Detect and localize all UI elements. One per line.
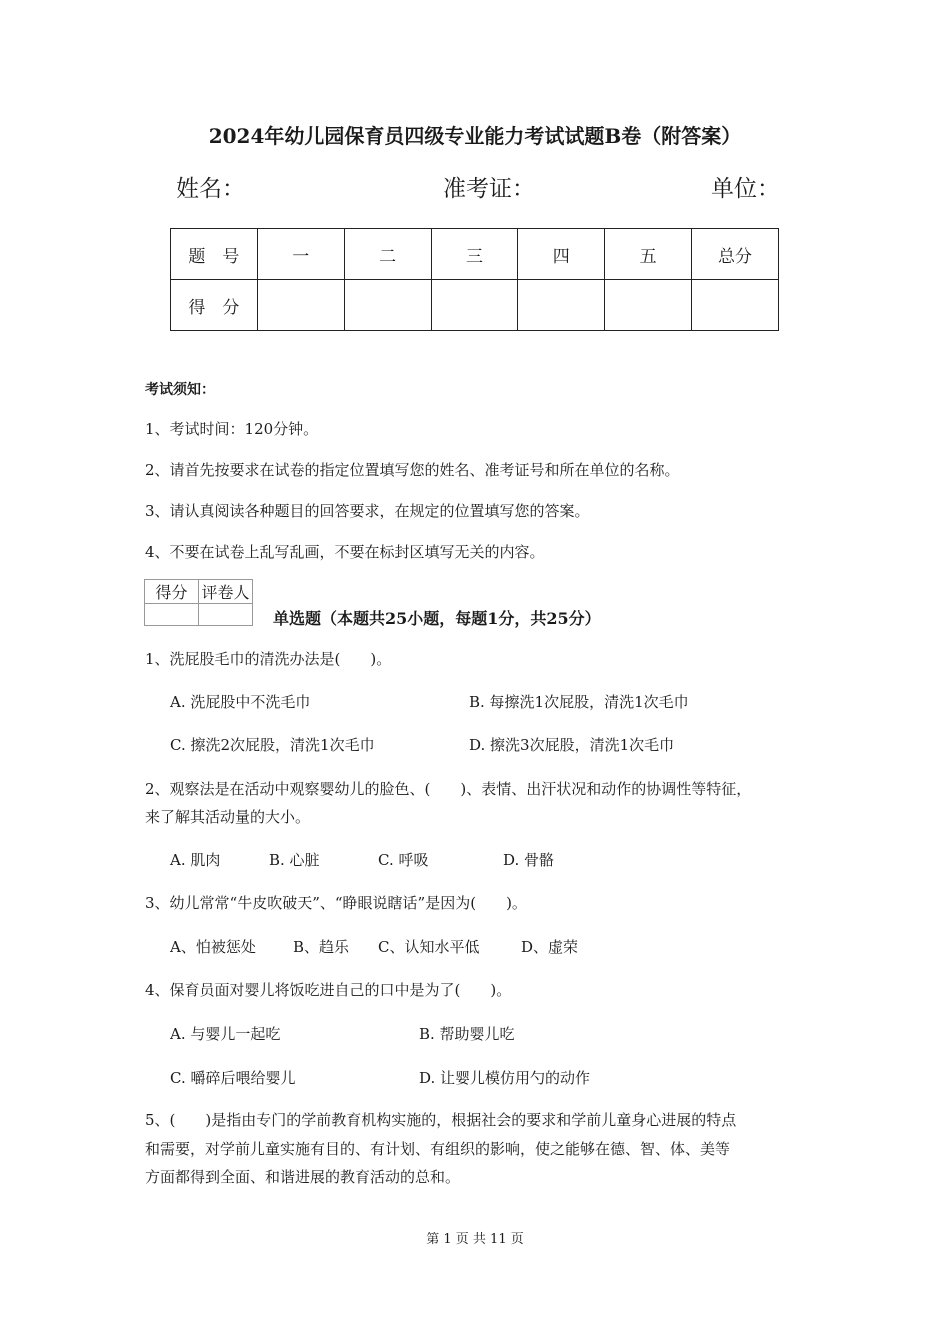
grader-name-cell[interactable] <box>199 604 253 626</box>
grader-table <box>144 579 253 626</box>
score-cell[interactable] <box>344 280 431 331</box>
question-1-option-b[interactable]: B. 每擦洗1次屁股，清洗1次毛巾 <box>469 693 689 711</box>
question-1-option-c[interactable]: C. 擦洗2次屁股，清洗1次毛巾 <box>170 736 375 754</box>
score-table-score-row <box>171 280 779 331</box>
notice-item: 1、考试时间：120分钟。 <box>145 420 319 438</box>
score-table-header-cell: 二 <box>344 229 431 280</box>
question-2-stem-continued: 来了解其活动量的大小。 <box>145 808 311 826</box>
question-2-option-d[interactable]: D. 骨骼 <box>503 851 555 869</box>
score-table-header-cell: 三 <box>431 229 518 280</box>
name-field-label: 姓名： <box>176 176 245 202</box>
notice-item: 3、请认真阅读各种题目的回答要求，在规定的位置填写您的答案。 <box>145 502 590 520</box>
question-4-option-b[interactable]: B. 帮助婴儿吃 <box>419 1025 515 1043</box>
score-cell[interactable] <box>257 280 344 331</box>
question-2-option-c[interactable]: C. 呼吸 <box>378 851 429 869</box>
question-3-option-b[interactable]: B、趋乐 <box>293 938 350 956</box>
question-3-option-c[interactable]: C、认知水平低 <box>378 938 480 956</box>
grader-score-cell[interactable] <box>145 604 199 626</box>
page-footer: 第 1 页 共 11 页 <box>426 1232 524 1247</box>
score-table-header-cell: 总分 <box>692 229 779 280</box>
score-table-header-cell: 题 号 <box>171 229 258 280</box>
question-2-stem: 2、观察法是在活动中观察婴幼儿的脸色、( )、表情、出汗状况和动作的协调性等特征， <box>145 780 752 798</box>
question-4-option-a[interactable]: A. 与婴儿一起吃 <box>170 1025 281 1043</box>
exam-id-field-label: 准考证： <box>443 176 535 202</box>
notice-item: 2、请首先按要求在试卷的指定位置填写您的姓名、准考证号和所在单位的名称。 <box>145 461 680 479</box>
score-cell[interactable] <box>431 280 518 331</box>
score-table-header-row <box>171 229 779 280</box>
question-4-option-c[interactable]: C. 嚼碎后喂给婴儿 <box>170 1069 296 1087</box>
grader-score-label: 得分 <box>145 580 199 604</box>
score-row-label: 得 分 <box>171 280 258 331</box>
question-4-option-d[interactable]: D. 让婴儿模仿用勺的动作 <box>419 1069 591 1087</box>
section-title: 单选题（本题共25小题，每题1分，共25分） <box>273 609 601 628</box>
score-table-header-cell: 一 <box>257 229 344 280</box>
question-1-option-a[interactable]: A. 洗屁股中不洗毛巾 <box>170 693 311 711</box>
question-3-stem: 3、幼儿常常“牛皮吹破天”、“睁眼说瞎话”是因为( )。 <box>145 894 527 912</box>
question-1-option-d[interactable]: D. 擦洗3次屁股，清洗1次毛巾 <box>469 736 675 754</box>
score-cell[interactable] <box>692 280 779 331</box>
score-table-header-cell: 四 <box>518 229 605 280</box>
question-3-option-d[interactable]: D、虚荣 <box>521 938 579 956</box>
notice-heading: 考试须知： <box>145 382 215 398</box>
question-5-stem: 5、( )是指由专门的学前教育机构实施的，根据社会的要求和学前儿童身心进展的特点 <box>145 1111 737 1129</box>
unit-field-label: 单位： <box>711 176 780 202</box>
question-1-stem: 1、洗屁股毛巾的清洗办法是( )。 <box>145 650 392 668</box>
score-table <box>170 228 779 331</box>
score-cell[interactable] <box>605 280 692 331</box>
question-4-stem: 4、保育员面对婴儿将饭吃进自己的口中是为了( )。 <box>145 981 512 999</box>
page-title: 2024年幼儿园保育员四级专业能力考试试题B卷（附答案） <box>208 124 742 148</box>
question-2-option-a[interactable]: A. 肌肉 <box>170 851 221 869</box>
question-5-stem-continued: 和需要，对学前儿童实施有目的、有计划、有组织的影响，使之能够在德、智、体、美等 <box>145 1140 731 1158</box>
question-2-option-b[interactable]: B. 心脏 <box>269 851 320 869</box>
score-table-header-cell: 五 <box>605 229 692 280</box>
question-3-option-a[interactable]: A、怕被惩处 <box>170 938 256 956</box>
notice-item: 4、不要在试卷上乱写乱画，不要在标封区填写无关的内容。 <box>145 543 545 561</box>
grader-name-label: 评卷人 <box>199 580 253 604</box>
score-cell[interactable] <box>518 280 605 331</box>
question-5-stem-continued: 方面都得到全面、和谐进展的教育活动的总和。 <box>145 1168 461 1186</box>
